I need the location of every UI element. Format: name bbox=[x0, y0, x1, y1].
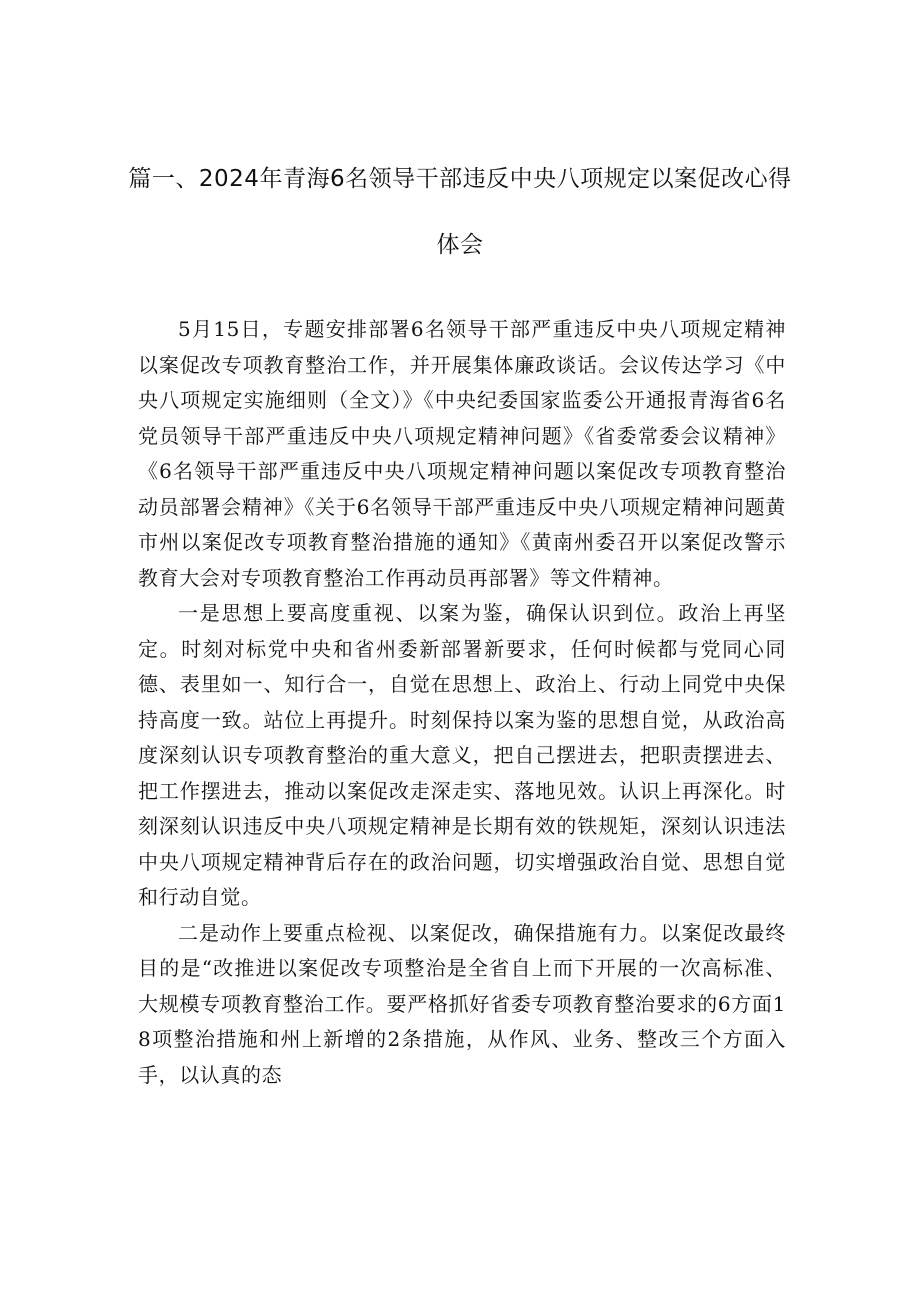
paragraph-meeting-summary: 5月15日，专题安排部署6名领导干部严重违反中央八项规定精神以案促改专项教育整治工作，并开展集体廉政谈话。会议传达学习《中央八项规定实施细则（全文）》《中央纪委国家监委公开通报青海省6名党员领导干部严重违反中央八项规定精神问题》《省委常委会议精神》《6名领导干部严重违反中央八项规定精神问题以案促改专项教育整治动员部署会精神》《关于6名领导干部严重违反中央八项规定精神问题黄市州以案促改专项教育整治措施的通知》《黄南州委召开以案促改警示教育大会对专项教育整治工作再动员再部署》等文件精神。 bbox=[138, 317, 786, 590]
paragraph-point-two: 二是动作上要重点检视、以案促改，确保措施有力。以案促改最终目的是“改推进以案促改专项整治是全省自上而下开展的一次高标准、大规模专项教育整治工作。要严格抓好省委专项教育整治要求的6方面18项整治措施和州上新增的2条措施，从作风、业务、整改三个方面入手，以认真的态 bbox=[138, 920, 786, 1087]
document-title: 篇一、2024年青海6名领导干部违反中央八项规定以案促改心得体会 bbox=[128, 166, 792, 258]
document-body bbox=[138, 312, 786, 1093]
paragraph-point-one: 一是思想上要高度重视、以案为鉴，确保认识到位。政治上再坚定。时刻对标党中央和省州委新部署新要求，任何时候都与党同心同德、表里如一、知行合一，自觉在思想上、政治上、行动上同党中央保持高度一致。站位上再提升。时刻保持以案为鉴的思想自觉，从政治高度深刻认识专项教育整治的重大意义，把自己摆进去，把职责摆进去、把工作摆进去，推动以案促改走深走实、落地见效。认识上再深化。时刻深刻认识违反中央八项规定精神是长期有效的铁规矩，深刻认识违法中央八项规定精神背后存在的政治问题，切实增强政治自觉、思想自觉和行动自觉。 bbox=[138, 601, 786, 909]
